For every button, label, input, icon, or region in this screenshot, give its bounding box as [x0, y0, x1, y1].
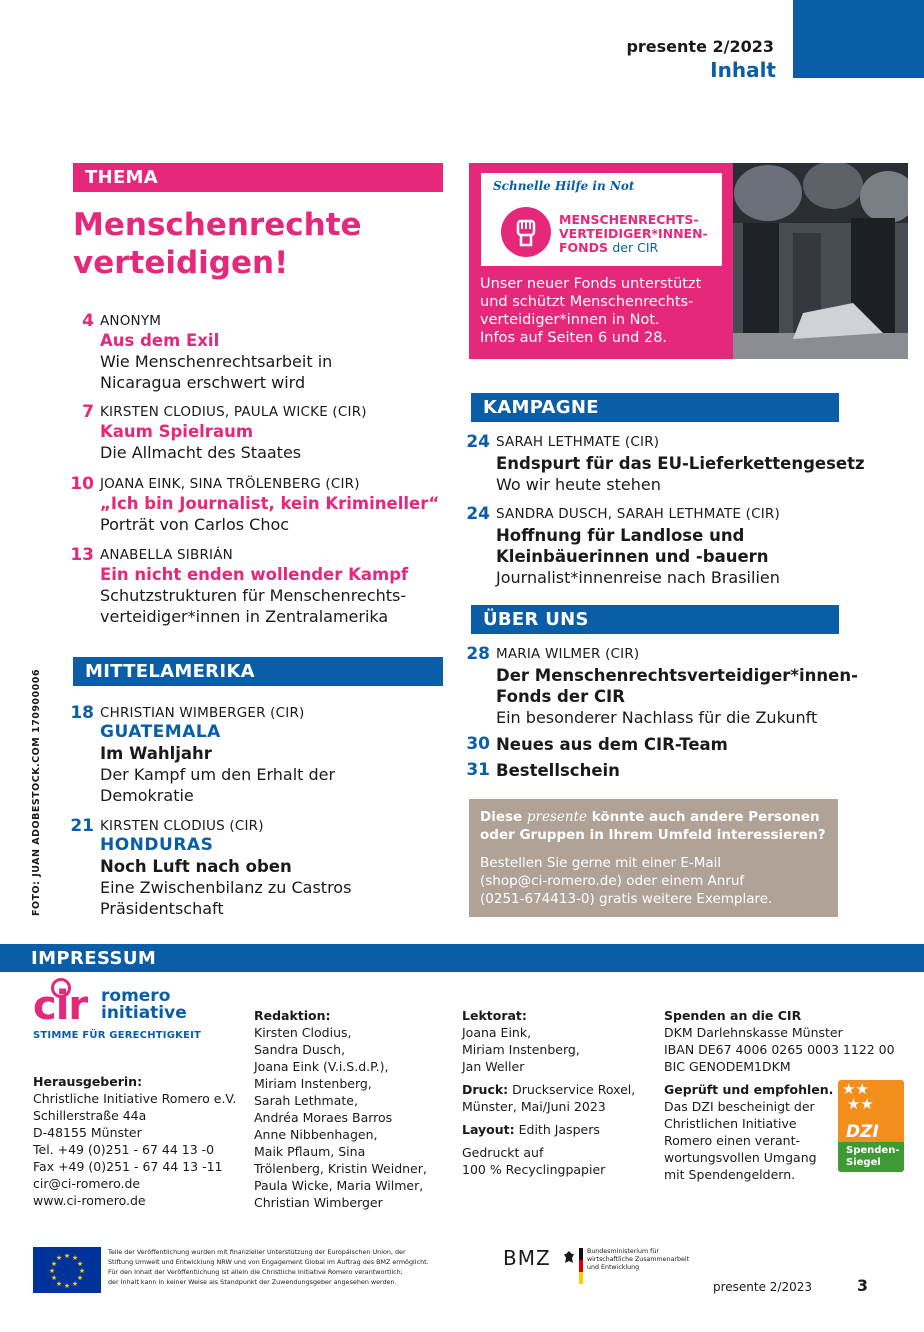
impressum-lektorat: Lektorat: Joana Eink, Miriam Instenberg, Jan Weller Druck: Druckservice Roxel, Münster, Mai/Juni 2023 Layout: Edith Jaspers Gedruckt auf 100 % Recyclingpapier	[462, 1008, 636, 1177]
svg-text:★: ★	[71, 1280, 79, 1288]
page-number: 3	[856, 1276, 868, 1295]
eu-flag-icon	[33, 1247, 101, 1293]
section-bar-impressum: IMPRESSUM	[0, 944, 924, 972]
svg-text:★: ★	[76, 1260, 84, 1268]
thema-title: Menschenrechte verteidigen!	[73, 207, 362, 281]
toc-entry-31[interactable]: 31 Bestellschein	[466, 760, 620, 780]
stars-icon: ★★ ★★	[842, 1080, 874, 1113]
svg-text:★: ★	[63, 1252, 71, 1260]
svg-text:★: ★	[55, 1254, 63, 1262]
toc-entry-30[interactable]: 30 Neues aus dem CIR-Team	[466, 734, 728, 754]
order-email-link[interactable]: (shop@ci-romero.de) oder einem Anruf	[480, 873, 745, 889]
fund-tagline: Schnelle Hilfe in Not	[493, 179, 635, 193]
svg-text:★: ★	[50, 1274, 58, 1282]
eagle-icon	[563, 1250, 575, 1270]
funding-note: Teile der Veröffentlichung wurden mit finanzieller Unterstützung der Europäischen Union, der Stiftung Umwelt und Entwicklung NRW und von Engagement Global im Auftrag des BMZ ermöglicht. Für den Inhalt der Veröffentlichung ist allein die Christliche Initiative Romero verantwortlich; der Inhalt kann in keiner Weise als Standpunkt der Zuwendungsgeber angesehen werden.	[108, 1248, 429, 1286]
publisher-email-link[interactable]: cir@ci-romero.de	[33, 1176, 141, 1191]
dzi-seal: ★★ ★★ DZI Spenden- Siegel	[838, 1080, 904, 1172]
german-flag-stripe	[579, 1248, 583, 1284]
photo-credit: FOTO: JUAN ADOBESTOCK.COM 170900006	[31, 669, 42, 916]
section-bar-kampagne: KAMPAGNE	[471, 393, 839, 422]
section-bar-ueber-uns: ÜBER UNS	[471, 605, 839, 634]
header-issue: presente 2/2023	[626, 37, 774, 56]
svg-text:★: ★	[71, 1254, 79, 1262]
svg-text:★: ★	[76, 1274, 84, 1282]
impressum-spenden: Spenden an die CIR DKM Darlehnskasse Münster IBAN DE67 4006 0265 0003 1122 00 BIC GENODEM1DKM Geprüft und empfohlen. Das DZI bescheinigt der Christlichen Initiative Romero einen verant- wortungsvollen Umgang mit Spendengeldern.	[664, 1008, 895, 1182]
fund-logo-card	[481, 173, 722, 266]
order-info-box: Diese presente könnte auch andere Personen oder Gruppen in Ihrem Umfeld interessieren? Bestellen Sie gerne mit einer E-Mail (shop@ci-romero.de) oder einem Anruf (0251-674413-0) gratis weitere Exemplare.	[469, 799, 838, 917]
section-bar-thema: THEMA	[73, 163, 443, 192]
fund-name: MENSCHENRECHTS- VERTEIDIGER*INNEN- FONDS der CIR	[559, 212, 708, 255]
svg-text:★: ★	[78, 1267, 86, 1275]
svg-text:★: ★	[55, 1280, 63, 1288]
publisher-website-link[interactable]: www.ci-romero.de	[33, 1193, 146, 1208]
footer-issue: presente 2/2023	[712, 1280, 812, 1294]
svg-text:★: ★	[48, 1267, 56, 1275]
svg-text:★: ★	[63, 1282, 71, 1290]
section-bar-mittelamerika: MITTELAMERIKA	[73, 657, 443, 686]
impressum-publisher: Herausgeberin: Christliche Initiative Romero e.V. Schillerstraße 44a D-48155 Münster Tel. +49 (0)251 - 67 44 13 -0 Fax +49 (0)251 - 67 44 13 -11 cir@ci-romero.de www.ci-romero.de	[33, 1073, 248, 1209]
raised-fist-icon	[501, 207, 551, 257]
fund-teaser-box[interactable]	[469, 163, 908, 359]
header-section-title: Inhalt	[710, 58, 776, 82]
fund-description: Unser neuer Fonds unterstützt und schützt Menschenrechts- verteidiger*innen in Not. Infos auf Seiten 6 und 28.	[480, 276, 702, 346]
svg-text:★: ★	[50, 1260, 58, 1268]
riot-police-photo	[733, 163, 908, 359]
impressum-redaktion: Redaktion: Kirsten Clodius, Sandra Dusch, Joana Eink (V.i.S.d.P.), Miriam Instenberg, Sarah Lethmate, Andréa Moraes Barros Anne Nibbenhagen, Maik Pflaum, Sina Trölenberg, Kristin Weidner, Paula Wicke, Maria Wilmer, Christian Wimberger	[254, 1008, 427, 1210]
corner-color-block	[793, 0, 924, 78]
